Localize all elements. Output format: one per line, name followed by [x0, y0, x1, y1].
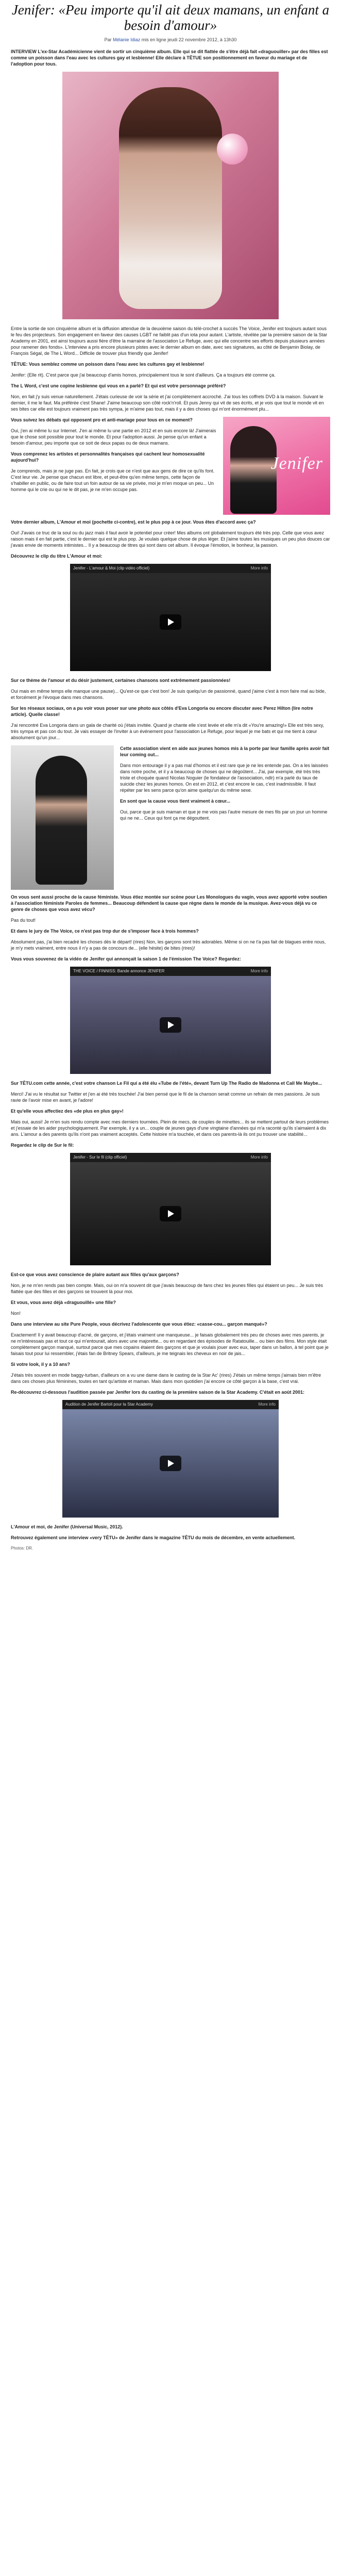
- singer-figure: [36, 756, 87, 885]
- question: Est-ce que vous avez conscience de plaire autant aux filles qu'aux garçons?: [11, 1272, 179, 1277]
- answer: Dans mon entourage il y a pas mal d'homos et il est rare que je ne les entende pas. On a les laissées dans notre poche, et il y a beaucoup de choses qui ne dégoûtent... J'ai, par exemple, été très très triste et choquée quand Nicolas Noguier (le fondateur de l'association, ndlr) m'a parlé du taux de suicide chez les jeunes homos. On est en 2012, et c'est encore le cas, c'est inadmissible. Il faut répéter par les sens parce qu'on aime quelqu'un du même sexe.: [120, 763, 328, 793]
- answer: Non!: [11, 1311, 21, 1316]
- question: Et dans le jury de The Voice, ce n'est pas trop dur de s'imposer face à trois hommes?: [11, 928, 199, 934]
- play-icon[interactable]: [160, 1017, 181, 1033]
- video-title[interactable]: Jenifer - L'amour & Moi (clip vidéo officiel): [73, 566, 150, 570]
- video-intro: Découvrez le clip du titre L'Amour et moi:: [11, 553, 103, 559]
- video-more-info[interactable]: More info: [258, 1402, 276, 1407]
- hero-photo: [62, 72, 279, 319]
- question: En sont que la cause vous tient vraiment à cœur...: [120, 798, 231, 804]
- question: TÊTUE: Vous semblez comme un poisson dans l'eau avec les cultures gay et lesbienne!: [11, 362, 204, 367]
- video-screen[interactable]: [70, 976, 271, 1074]
- video-title[interactable]: THE VOICE / FINNISS: Bande annonce JENIFER: [73, 969, 165, 973]
- video-player-3[interactable]: [70, 1153, 271, 1265]
- video-title[interactable]: Jenifer - Sur le fil (clip officiel): [73, 1155, 127, 1160]
- question: Sur TÊTU.com cette année, c'est votre chanson Le Fil qui a été élu «Tube de l'été», devant Turn Up The Radio de Madonna et Call Me Maybe...: [11, 1081, 322, 1086]
- question: Cette association vient en aide aux jeunes homos mis à la porte par leur famille après avoir fait leur coming out...: [120, 746, 330, 757]
- photo-credit: Photos: DR.: [11, 1546, 33, 1551]
- video-screen[interactable]: [62, 1409, 279, 1518]
- author-link[interactable]: Mélanie Idiaz: [113, 37, 141, 42]
- question: Vous comprenez les artistes et personnalités françaises qui cachent leur homosexualité aujourd'hui?: [11, 451, 205, 463]
- answer: Non, je ne m'en rends pas bien compte. Mais, oui on m'a souvent dit que j'avais beaucoup de fans chez les jeunes filles qui étaient un peu... Je suis très flattée que des filles et des garçons se trouvent là pour moi.: [11, 1283, 323, 1294]
- question: Votre dernier album, L'Amour et moi (pochette ci-contre), est le plus pop à ce jour. Vous êtes d'accord avec ça?: [11, 519, 256, 525]
- byline: [11, 37, 330, 42]
- play-icon[interactable]: [160, 1206, 181, 1221]
- singer-figure: [230, 426, 277, 514]
- question: Et qu'elle vous affectiez des «de plus en plus gay»!: [11, 1108, 124, 1114]
- answer: Merci! J'ai vu le résultat sur Twitter et j'en ai été très touchée! J'ai bien pensé que le fil de la chanson serait comme un refrain de mes passions. Je suis ravie de l'avoir mise en avant, je l'adore!: [11, 1091, 320, 1103]
- video-title-bar: [70, 1153, 271, 1162]
- answer: Oui mais en même temps elle manque une pause)... Qu'est-ce que c'est bon! Je suis quelqu'un de passionné, quand j'aime c'est à mon faire mal au bide, et forcément je l'évoque dans mes chansons.: [11, 689, 326, 700]
- question: Si votre look, il y a 10 ans?: [11, 1362, 71, 1367]
- play-icon[interactable]: [160, 614, 181, 630]
- question: Vous vous souvenez de la vidéo de Jenifer qui annonçait la saison 1 de l'émission The Voice? Regardez:: [11, 956, 241, 961]
- byline-date: mis en ligne jeudi 22 novembre 2012, à 13h30: [141, 37, 237, 42]
- answer: Oui! J'avais ce truc de la soul ou du jazz mais il faut avoir le potentiel pour créer! Mes albums ont globalement toujours été très pop. Celle que vous avez raison mais il en fait partie, c'est le dernier qui est le plus pop. Je voulais quelque chose de plus léger. Et j'aime toutes les musiques un peu plus douces car j'avais envie de moments intimistes... Il y a beaucoup de titres qui sont dans cet album. Il évoque l'émotion, le bonheur, la passion.: [11, 530, 330, 548]
- question: Sur ce thème de l'amour et du désir justement, certaines chansons sont extrêmement passionnées!: [11, 678, 231, 683]
- video-screen[interactable]: [70, 1162, 271, 1265]
- album-caption: L'Amour et moi, de Jenifer (Universal Music, 2012).: [11, 1524, 123, 1529]
- intro-paragraph: Entre la sortie de son cinquième album et la diffusion attendue de la deuxième saison du télé-crochet à succès The Voice, Jenifer est toujours autant sous le feu des projecteurs. Son engagement en faveur des causes LGBT ne faiblit pas d'un iota pour autant. L'artiste, révélée par la première saison de la Star Academy en 2001, est ainsi toujours aussi fière d'être la marraine de l'association Le Refuge, avec qui elle concentre ses efforts depuis plusieurs années pour ramener des fonds». L'interview a pris encore plusieurs pistes avec le dernier album en date, avec ses signatures, au côté de Benjamin Biolay, de François Ségal, de The L Word... Difficile de trouver plus friendly que Jenifer!: [11, 326, 328, 356]
- answer: J'ai rencontré Eva Longoria dans un gala de charité où j'étais invitée. Quand je chante elle s'est levée et elle m'a dit «You're amazing!» Elle est très sexy, très sympa et pas con du tout. Je vais essayer de l'inviter à un événement pour l'association Le Refuge, pour lequel je me bats et qui me tient à cœur absolument qu'un jour...: [11, 723, 324, 740]
- answer: Absolument pas, j'ai bien recadré les choses dès le départ! (rires) Non, les garçons sont très adorables. Même si on ne t'a pas fait de blagues entre nous, je m'y mets vraiment, entre nous il n'y a pas de concours de... (elle hésite) de bites (rires)!: [11, 939, 326, 951]
- video-player-4[interactable]: [62, 1400, 279, 1518]
- question: Vous suivez les débats qui opposent pro et anti-mariage pour tous en ce moment?: [11, 417, 193, 422]
- answer: Pas du tout!: [11, 918, 36, 923]
- bubblegum-bubble: [217, 134, 248, 165]
- article-title: Jenifer: «Peu importe qu'il ait deux mamans, un enfant a besoin d'amour»: [11, 2, 330, 33]
- video-intro: Regardez le clip de Sur le fil:: [11, 1143, 74, 1148]
- album-cover-photo: [223, 417, 330, 515]
- video-title[interactable]: Audition de Jenifer Bartoli pour la Star Academy: [65, 1402, 153, 1407]
- singer-figure: [119, 87, 222, 309]
- video-title-bar: [70, 967, 271, 976]
- video-player-1[interactable]: [70, 564, 271, 671]
- album-logo-text: Jenifer: [270, 454, 323, 473]
- video-more-info[interactable]: More info: [250, 1155, 268, 1160]
- answer: Exactement! Il y avait beaucoup d'acné, de garçons, et j'étais vraiment une manqueuse... je faisais globalement très peu de choses avec mes parents, je ne m'intéressais pas et tout ce qui m'entourait, alors avec une majorette... ou en regardant des épisodes de Ratatouille... ou bien des films. Mon style était complètement garçon manqué, surtout parce que mes copains étaient des garçons et que je voulais jouer avec eux, taper dans un ballon, à tel point que je faisais tout pour lui ressembler, j'étais fan de Britney Spears, d'ailleurs, je me teignais les cheveux en noir de jais...: [11, 1332, 329, 1356]
- question: Re-découvrez ci-dessous l'audition passée par Jenifer lors du casting de la première saison de la Star Academy. C'était en août 2001:: [11, 1390, 304, 1395]
- question: Dans une interview au site Pure People, vous décrivez l'adolescente que vous étiez: «casse-cou... garçon manqué»?: [11, 1322, 267, 1327]
- lead-paragraph: INTERVIEW L'ex-Star Académicienne vient de sortir un cinquième album. Elle qui se dit flattée de s'être déjà fait «draguouiller» par des filles est comme un poisson dans l'eau avec les cultures gay et lesbienne! Elle déclare à TÊTUE son positionnement en faveur du mariage et de l'adoption pour tous.: [11, 49, 328, 67]
- answer: Mais oui, aussi! Je m'en suis rendu compte avec mes derniers tournées. Plein de mecs, de couples de minettes... ils se mettent partout de leurs problèmes et j'essaie de les aider psychologiquement. Par exemple, il y a un... couple de jeunes gays d'une vingtaine d'années qui m'a raconté qu'ils s'aimaient à dix ans. L'amour a des parents qu'ils n'ont pas vraiment acceptés. Cette histoire m'a touchée, et dans ces parents-là ils ont pu trouver une stabilité...: [11, 1119, 329, 1137]
- byline-prefix: Par: [104, 37, 112, 42]
- question: Et vous, vous avez déjà «draguouillé» une fille?: [11, 1300, 116, 1305]
- question: The L Word, c'est une copine lesbienne qui vous en a parlé? Et qui est votre personnage préféré?: [11, 383, 226, 388]
- video-more-info[interactable]: More info: [250, 566, 268, 570]
- answer: Non, en fait j'y suis venue naturellement. J'étais curieuse de voir la série et j'ai complètement accroché. J'ai tous les coffrets DVD à la maison. Suivant le dernier, il me le faut. Ma préférée c'est Shane! J'aime beaucoup son côté rock'n'roll. Et puis Jenny qui vit de ses écrits, et je vois que tout le monde vit en ses bites car elle est toujours vraiment pas très sympa, je m'aime pas tout, mais il y a des choses qui m'ont énormément plu...: [11, 394, 324, 412]
- answer: Je comprends, mais je ne juge pas. En fait, je crois que ce n'est que aux gens de dire ce qu'ils font. C'est leur vie. Je pense que chacun est libre, et peut-être qu'en même temps, cette façon de s'habiller en public, ou de faire tout un foin autour de sa vie privée, moi je m'en moque un peu... Un homme qui le crie ou qui ne le dit pas, je ne m'en occupe pas.: [11, 468, 215, 492]
- answer: Oui, parce que je suis maman et que je me vois pas l'autre mesure de mes fils par un jour un homme qui ne ne... Ceux qui font ça me dégouttent.: [120, 809, 328, 821]
- question: Sur les réseaux sociaux, on a pu voir vous poser sur une photo aux côtés d'Eva Longoria ou encore discuter avec Perez Hilton (lire notre article). Quelle classe!: [11, 706, 313, 717]
- video-player-2[interactable]: [70, 967, 271, 1074]
- video-title-bar: [70, 564, 271, 573]
- closing-note: Retrouvez également une interview «very TÊTU» de Jenifer dans le magazine TÊTU du mois de décembre, en vente actuellement.: [11, 1535, 296, 1540]
- video-more-info[interactable]: More info: [250, 969, 268, 973]
- video-title-bar: [62, 1400, 279, 1409]
- question: On vous sent aussi proche de la cause féministe. Vous étiez montée sur scène pour Les Monologues du vagin, vous avez apporté votre soutien à l'association féministe Paroles de femmes... Beaucoup défendent la cause que règne dans le monde de la musique. Avez-vous déjà vu ce genre de choses que vous avez vécu?: [11, 894, 327, 912]
- video-screen[interactable]: [70, 573, 271, 671]
- article: [11, 0, 330, 1552]
- answer: Jenifer: (Elle rit). C'est parce que j'ai beaucoup d'amis homos, principalement tous le sont d'ailleurs. Ça a toujours été comme ça.: [11, 372, 276, 378]
- answer: Oui, j'en ai même lu sur Internet. J'en ai même lu une partie en 2012 et en suis encore là! J'aimerais que le chose soit possible pour tout le monde. Et pour l'adoption aussi. Je pense qu'un enfant a besoin d'amour, peu importe que ce soit de deux papas ou de deux mamans.: [11, 428, 216, 446]
- play-icon[interactable]: [160, 1456, 181, 1471]
- bw-portrait-photo: [11, 745, 114, 890]
- answer: J'étais très souvent en mode baggy-turban, d'ailleurs on a vu une dame dans le casting de la Star Ac' (rires) J'étais un même temps j'aimais bien m'être dans ces choses plus féminines, toutes en tant qu'artiste et maman. Mais dans mon quotidien j'ai encore ce côté garçon à la base, c'est vrai.: [11, 1373, 321, 1384]
